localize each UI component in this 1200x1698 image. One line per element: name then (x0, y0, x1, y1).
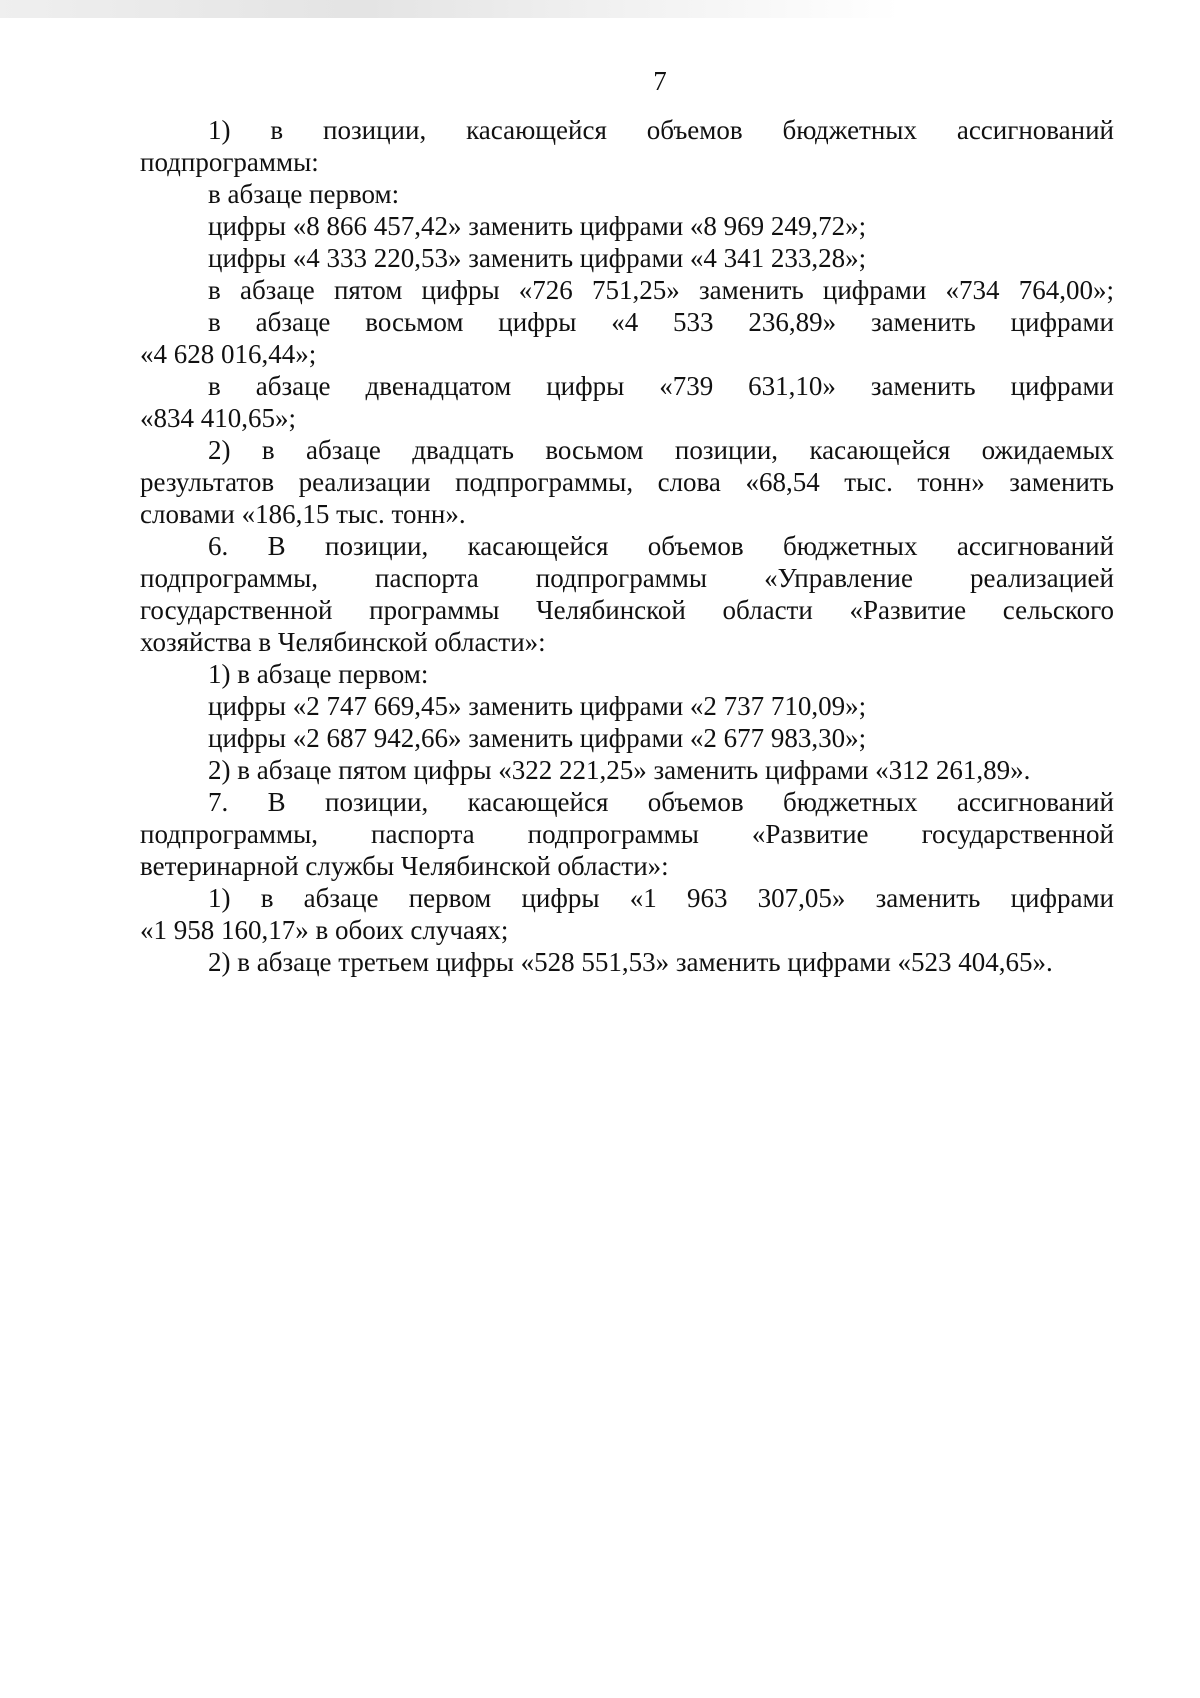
text-line: цифры «8 866 457,42» заменить цифрами «8 969 249,72»; (208, 211, 867, 241)
page-number: 7 (653, 66, 667, 96)
text-line: подпрограммы, паспорта подпрограммы «Развитие государственной (140, 819, 1114, 849)
text-line: 1) в абзаце первом цифры «1 963 307,05» заменить цифрами (208, 883, 1114, 913)
text-line: «1 958 160,17» в обоих случаях; (140, 915, 509, 945)
text-line: 1) в абзаце первом: (208, 659, 429, 689)
text-line: хозяйства в Челябинской области»: (140, 627, 546, 657)
text-line: подпрограммы: (140, 147, 319, 177)
text-line: государственной программы Челябинской области «Развитие сельского (140, 595, 1114, 625)
document-body (140, 114, 1114, 978)
text-line: 7. В позиции, касающейся объемов бюджетных ассигнований (208, 787, 1114, 817)
text-line: «4 628 016,44»; (140, 339, 317, 369)
text-line: 2) в абзаце двадцать восьмом позиции, касающейся ожидаемых (208, 435, 1114, 465)
text-line: словами «186,15 тыс. тонн». (140, 499, 466, 529)
text-line: цифры «2 687 942,66» заменить цифрами «2 677 983,30»; (208, 723, 867, 753)
text-line: в абзаце восьмом цифры «4 533 236,89» заменить цифрами (208, 307, 1114, 337)
text-line: 2) в абзаце третьем цифры «528 551,53» заменить цифрами «523 404,65». (208, 947, 1053, 977)
text-line: в абзаце пятом цифры «726 751,25» заменить цифрами «734 764,00»; (208, 275, 1114, 305)
text-line: цифры «4 333 220,53» заменить цифрами «4 341 233,28»; (208, 243, 867, 273)
text-line: 6. В позиции, касающейся объемов бюджетных ассигнований (208, 531, 1114, 561)
text-line: «834 410,65»; (140, 403, 297, 433)
text-line: 2) в абзаце пятом цифры «322 221,25» заменить цифрами «312 261,89». (208, 755, 1031, 785)
text-line: в абзаце первом: (208, 179, 400, 209)
text-line: в абзаце двенадцатом цифры «739 631,10» заменить цифрами (208, 371, 1114, 401)
text-line: цифры «2 747 669,45» заменить цифрами «2 737 710,09»; (208, 691, 867, 721)
text-line: подпрограммы, паспорта подпрограммы «Управление реализацией (140, 563, 1114, 593)
text-line: ветеринарной службы Челябинской области»: (140, 851, 669, 881)
text-line: 1) в позиции, касающейся объемов бюджетных ассигнований (208, 115, 1114, 145)
text-line: результатов реализации подпрограммы, слова «68,54 тыс. тонн» заменить (140, 467, 1114, 497)
